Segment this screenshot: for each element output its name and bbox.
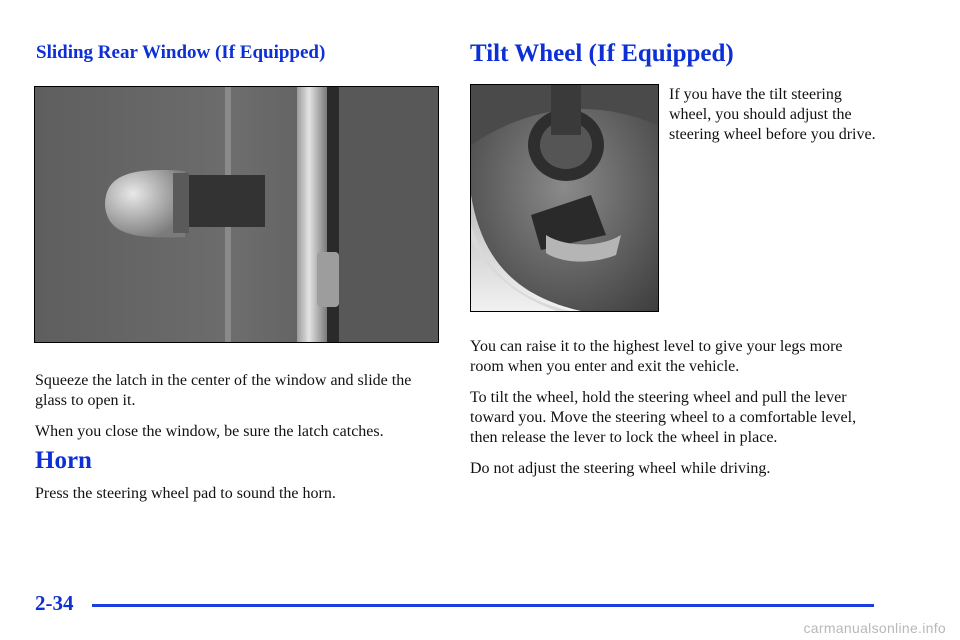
horn-paragraph: Press the steering wheel pad to sound the horn.: [35, 485, 336, 502]
footer-rule: [92, 604, 874, 607]
sliding-window-paragraph-2: When you close the window, be sure the latch catches.: [35, 423, 384, 440]
tilt-wheel-illustration: [471, 85, 658, 311]
watermark: carmanualsonline.info: [803, 620, 946, 636]
tilt-wheel-paragraph-3: Do not adjust the steering wheel while driving.: [470, 460, 771, 477]
tilt-wheel-intro: If you have the tilt steering wheel, you should adjust the steering wheel before you drive.: [669, 86, 876, 143]
sliding-window-heading: Sliding Rear Window (If Equipped): [36, 42, 326, 63]
page-number: 2-34: [35, 591, 74, 615]
tilt-wheel-paragraph-1: You can raise it to the highest level to give your legs more room when you enter and exit the vehicle.: [470, 338, 843, 375]
tilt-wheel-paragraph-2: To tilt the wheel, hold the steering wheel and pull the lever toward you. Move the steering wheel to a comfortable level, then release the lever to lock the wheel in place.: [470, 389, 857, 446]
latch-illustration: [35, 87, 438, 342]
latch-photo: [34, 86, 439, 343]
sliding-window-paragraph-1: Squeeze the latch in the center of the window and slide the glass to open it.: [35, 372, 412, 409]
horn-heading: Horn: [35, 447, 92, 474]
tilt-wheel-photo: [470, 84, 659, 312]
tilt-wheel-heading: Tilt Wheel (If Equipped): [470, 40, 734, 67]
